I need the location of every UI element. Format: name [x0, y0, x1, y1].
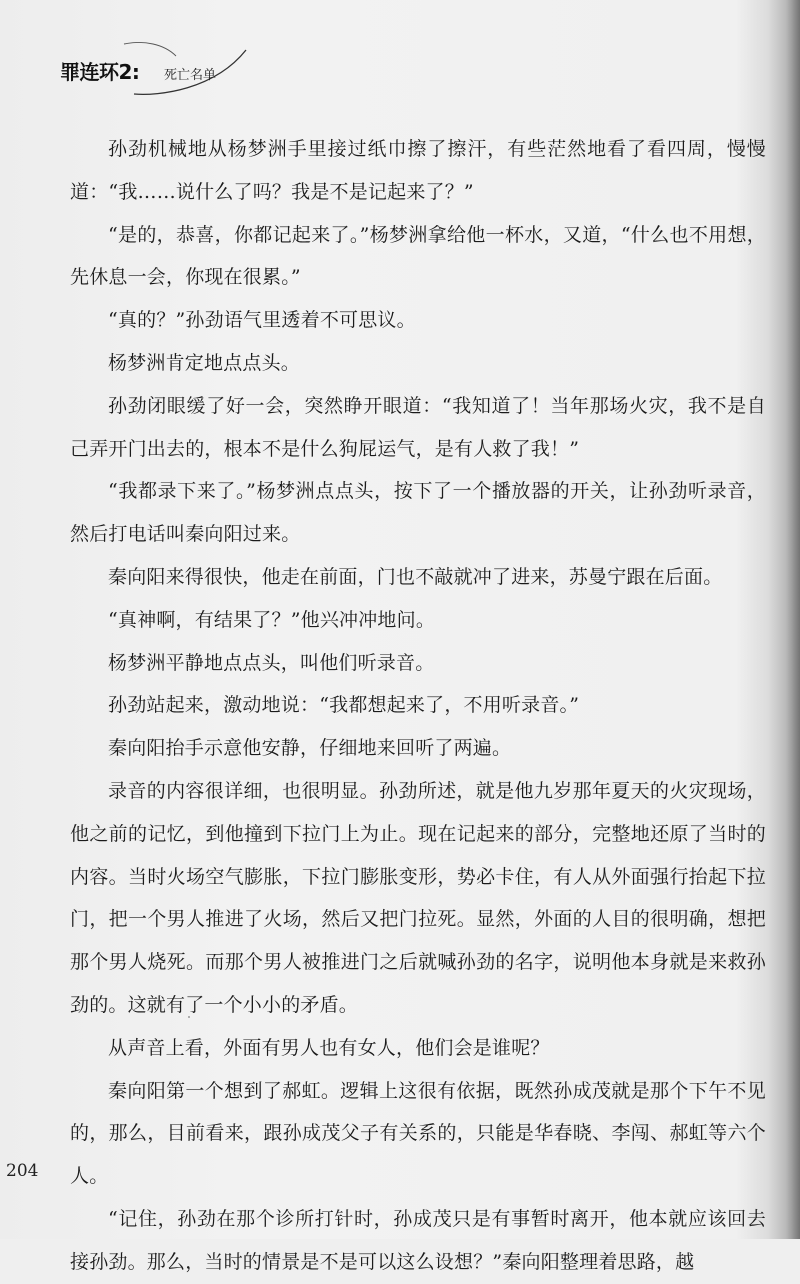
- paragraph: 孙劲闭眼缓了好一会，突然睁开眼道：“我知道了！当年那场火灾，我不是自己弄开门出去的，根本不是什么狗屁运气，是有人救了我！”: [70, 394, 766, 460]
- paragraph: 杨梦洲肯定地点点头。: [108, 351, 301, 374]
- paragraph: 秦向阳抬手示意他安静，仔细地来回听了两遍。: [108, 737, 512, 760]
- paragraph: “真神啊，有结果了？”他兴冲冲地问。: [108, 608, 436, 631]
- series-title: 罪连环2:: [60, 60, 140, 84]
- paragraph: 孙劲机械地从杨梦洲手里接过纸巾擦了擦汗，有些茫然地看了看四周，慢慢道：“我……说什么了吗？我是不是记起来了？”: [70, 138, 766, 203]
- paragraph: 孙劲站起来，激动地说：“我都想起来了，不用听录音。”: [108, 694, 580, 717]
- page-binding-shadow: [786, 0, 800, 1239]
- paragraph: “是的，恭喜，你都记起来了。”杨梦洲拿给他一杯水，又道，“什么也不用想，先休息一会，你现在很累。”: [70, 223, 766, 289]
- paragraph: 秦向阳第一个想到了郝虹。逻辑上这很有依据，既然孙成茂就是那个下午不见的，那么，目前看来，跟孙成茂父子有关系的，只能是华春晓、李闯、郝虹等六个人。: [70, 1079, 766, 1188]
- body-text: [70, 128, 766, 1284]
- paragraph: “真的？”孙劲语气里透着不可思议。: [108, 309, 416, 332]
- paragraph: 秦向阳来得很快，他走在前面，门也不敲就冲了进来，苏曼宁跟在后面。: [108, 565, 723, 588]
- book-subtitle: 死亡名单: [164, 68, 217, 83]
- page-number: 204: [6, 1161, 39, 1181]
- print-speck: [188, 1016, 190, 1018]
- header-arc: [124, 43, 176, 57]
- paragraph: 杨梦洲平静地点点头，叫他们听录音。: [108, 651, 435, 674]
- paragraph: “记住，孙劲在那个诊所打针时，孙成茂只是有事暂时离开，他本就应该回去接孙劲。那么，当时的情景是不是可以这么设想？”秦向阳整理着思路，越: [70, 1207, 766, 1273]
- paragraph: 从声音上看，外面有男人也有女人，他们会是谁呢？: [108, 1036, 550, 1059]
- paragraph: “我都录下来了。”杨梦洲点点头，按下了一个播放器的开关，让孙劲听录音，然后打电话叫秦向阳过来。: [70, 480, 766, 546]
- paragraph: 录音的内容很详细，也很明显。孙劲所述，就是他九岁那年夏天的火灾现场，他之前的记忆，到他撞到下拉门上为止。现在记起来的部分，完整地还原了当时的内容。当时火场空气膨胀，下拉门膨胀变形，势必卡住，有人从外面强行抬起下拉门，把一个男人推进了火场，然后又把门拉死。显然，外面的人目的很明确，想把那个男人烧死。而那个男人被推进门之后就喊孙劲的名字，说明他本身就是来救孙劲的。这就有了一个小小的矛盾。: [70, 779, 766, 1016]
